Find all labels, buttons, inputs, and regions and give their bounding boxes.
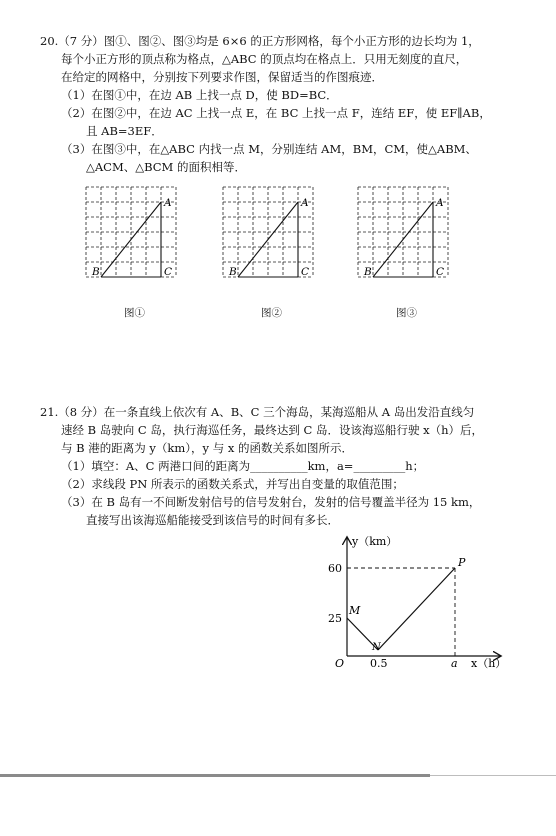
- vertex-a-label: A: [301, 197, 309, 209]
- q20-part3b: △ACM、△BCM 的面积相等．: [86, 160, 246, 174]
- q21-part2: （2）求线段 PN 所表示的函数关系式，并写出自变量的取值范围；: [61, 477, 404, 491]
- tick-x-05: 0.5: [370, 657, 388, 670]
- q20-line3: 在给定的网格中，分别按下列要求作图，保留适当的作图痕迹．: [61, 70, 383, 84]
- q21-line1: 21.（8 分）在一条直线上依次有 A、B、C 三个海岛，某海巡船从 A 岛出发沿直线匀: [40, 405, 475, 419]
- segment-np: [378, 568, 455, 650]
- origin-label: O: [335, 657, 345, 670]
- vertex-c-label: C: [164, 266, 173, 278]
- point-n-label: N: [372, 642, 381, 653]
- q21-part1: （1）填空：A、C 两港口间的距离为__________km，a=_________h；: [61, 459, 425, 473]
- q20-line1: 20.（7 分）图①、图②、图③均是 6×6 的正方形网格，每个小正方形的边长均为 1，: [40, 34, 480, 48]
- q20-part2a: （2）在图②中，在边 AC 上找一点 E，在 BC 上找一点 F，连结 EF，使 EF∥AB，: [61, 106, 491, 120]
- fig-caption-1: 图①: [124, 307, 145, 319]
- point-p-label: P: [458, 556, 466, 569]
- grid-figure-1: [80, 182, 192, 294]
- tick-y-60: 60: [328, 562, 342, 575]
- function-graph: [325, 530, 515, 680]
- q21-line3: 与 B 港的距离为 y（km），y 与 x 的函数关系如图所示．: [61, 441, 353, 455]
- grid-figure-2: [217, 182, 329, 294]
- grid-figure-3: [352, 182, 464, 294]
- point-m-label: M: [349, 604, 361, 617]
- q21-part3b: 直接写出该海巡船能接受到该信号的时间有多长．: [86, 513, 339, 527]
- vertex-a-label: A: [436, 197, 444, 209]
- q21-part3a: （3）在 B 岛有一不间断发射信号的信号发射台，发射的信号覆盖半径为 15 km，: [61, 495, 481, 509]
- x-axis-label: x（h）: [471, 657, 507, 670]
- vertex-b-label: B: [92, 266, 100, 278]
- q21-line2: 速经 B 岛驶向 C 岛，执行海巡任务，最终达到 C 岛．设该海巡船行驶 x（h）后，: [61, 423, 484, 437]
- vertex-c-label: C: [436, 266, 445, 278]
- vertex-b-label: B: [229, 266, 237, 278]
- q20-part1: （1）在图①中，在边 AB 上找一点 D，使 BD=BC．: [61, 88, 338, 102]
- q20-part3a: （3）在图③中，在△ABC 内找一点 M，分别连结 AM，BM，CM，使△ABM、: [61, 142, 477, 156]
- vertex-b-label: B: [364, 266, 372, 278]
- vertex-c-label: C: [301, 266, 310, 278]
- fig-caption-3: 图③: [396, 307, 417, 319]
- q20-part2b: 且 AB=3EF．: [86, 124, 163, 138]
- footer-divider-thin: [430, 775, 556, 776]
- q20-line2: 每个小正方形的顶点称为格点，△ABC 的顶点均在格点上．只用无刻度的直尺，: [61, 52, 468, 66]
- tick-y-25: 25: [328, 612, 342, 625]
- fig-caption-2: 图②: [261, 307, 282, 319]
- y-axis-label: y（km）: [352, 535, 398, 548]
- tick-x-a: a: [451, 657, 458, 670]
- vertex-a-label: A: [164, 197, 172, 209]
- footer-divider: [0, 774, 430, 777]
